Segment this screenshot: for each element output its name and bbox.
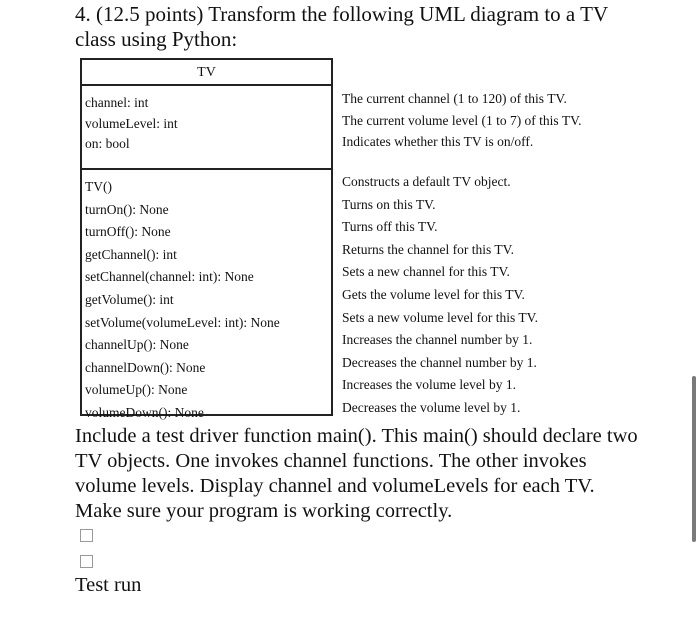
- method-description: Turns on this TV.: [342, 196, 436, 212]
- uml-attribute: volumeLevel: int: [85, 115, 178, 131]
- method-description: Returns the channel for this TV.: [342, 241, 514, 257]
- uml-method: turnOn(): None: [85, 201, 169, 217]
- method-description: Decreases the channel number by 1.: [342, 354, 537, 370]
- method-description: Gets the volume level for this TV.: [342, 286, 525, 302]
- uml-method: channelDown(): None: [85, 359, 206, 375]
- method-description: Constructs a default TV object.: [342, 174, 511, 189]
- uml-method: getVolume(): int: [85, 291, 174, 307]
- uml-method: volumeDown(): None: [85, 404, 204, 420]
- uml-class-name: TV: [82, 60, 331, 86]
- test-run-label: Test run: [75, 574, 142, 596]
- method-description: Decreases the volume level by 1.: [342, 399, 521, 415]
- uml-method: setChannel(channel: int): None: [85, 269, 254, 285]
- instructions-text: Include a test driver function main(). This main() should declare two TV objects. One invokes channel functions. The other invokes volume levels. Display channel and volumeLevels for each TV. Make sure your program is working correctly.: [75, 425, 638, 522]
- attribute-descriptions: [342, 88, 642, 153]
- method-description: Sets a new channel for this TV.: [342, 264, 510, 280]
- uml-attributes-section: [82, 86, 331, 170]
- attribute-description: The current volume level (1 to 7) of this TV.: [342, 112, 582, 128]
- uml-method: volumeUp(): None: [85, 382, 188, 398]
- uml-attribute: channel: int: [85, 95, 149, 110]
- attribute-description: The current channel (1 to 120) of this TV.: [342, 91, 567, 106]
- broken-image-icon: [80, 555, 93, 568]
- uml-attribute: on: bool: [85, 136, 130, 151]
- question-text: 4. (12.5 points) Transform the following UML diagram to a TV class using Python:: [75, 2, 608, 51]
- uml-method: getChannel(): int: [85, 246, 177, 262]
- uml-method: turnOff(): None: [85, 224, 171, 240]
- uml-class-diagram: [80, 58, 333, 420]
- uml-method: TV(): [85, 179, 112, 194]
- broken-image-icon: [80, 529, 93, 542]
- method-description: Sets a new volume level for this TV.: [342, 309, 538, 325]
- method-description: Increases the channel number by 1.: [342, 332, 533, 348]
- method-description: Increases the volume level by 1.: [342, 377, 516, 393]
- vertical-scrollbar[interactable]: [692, 376, 696, 542]
- method-description: Turns off this TV.: [342, 219, 438, 235]
- uml-method: channelUp(): None: [85, 337, 189, 353]
- attribute-description: Indicates whether this TV is on/off.: [342, 134, 534, 149]
- uml-method: setVolume(volumeLevel: int): None: [85, 314, 280, 330]
- method-descriptions: [342, 171, 642, 420]
- uml-methods-section: [82, 170, 331, 425]
